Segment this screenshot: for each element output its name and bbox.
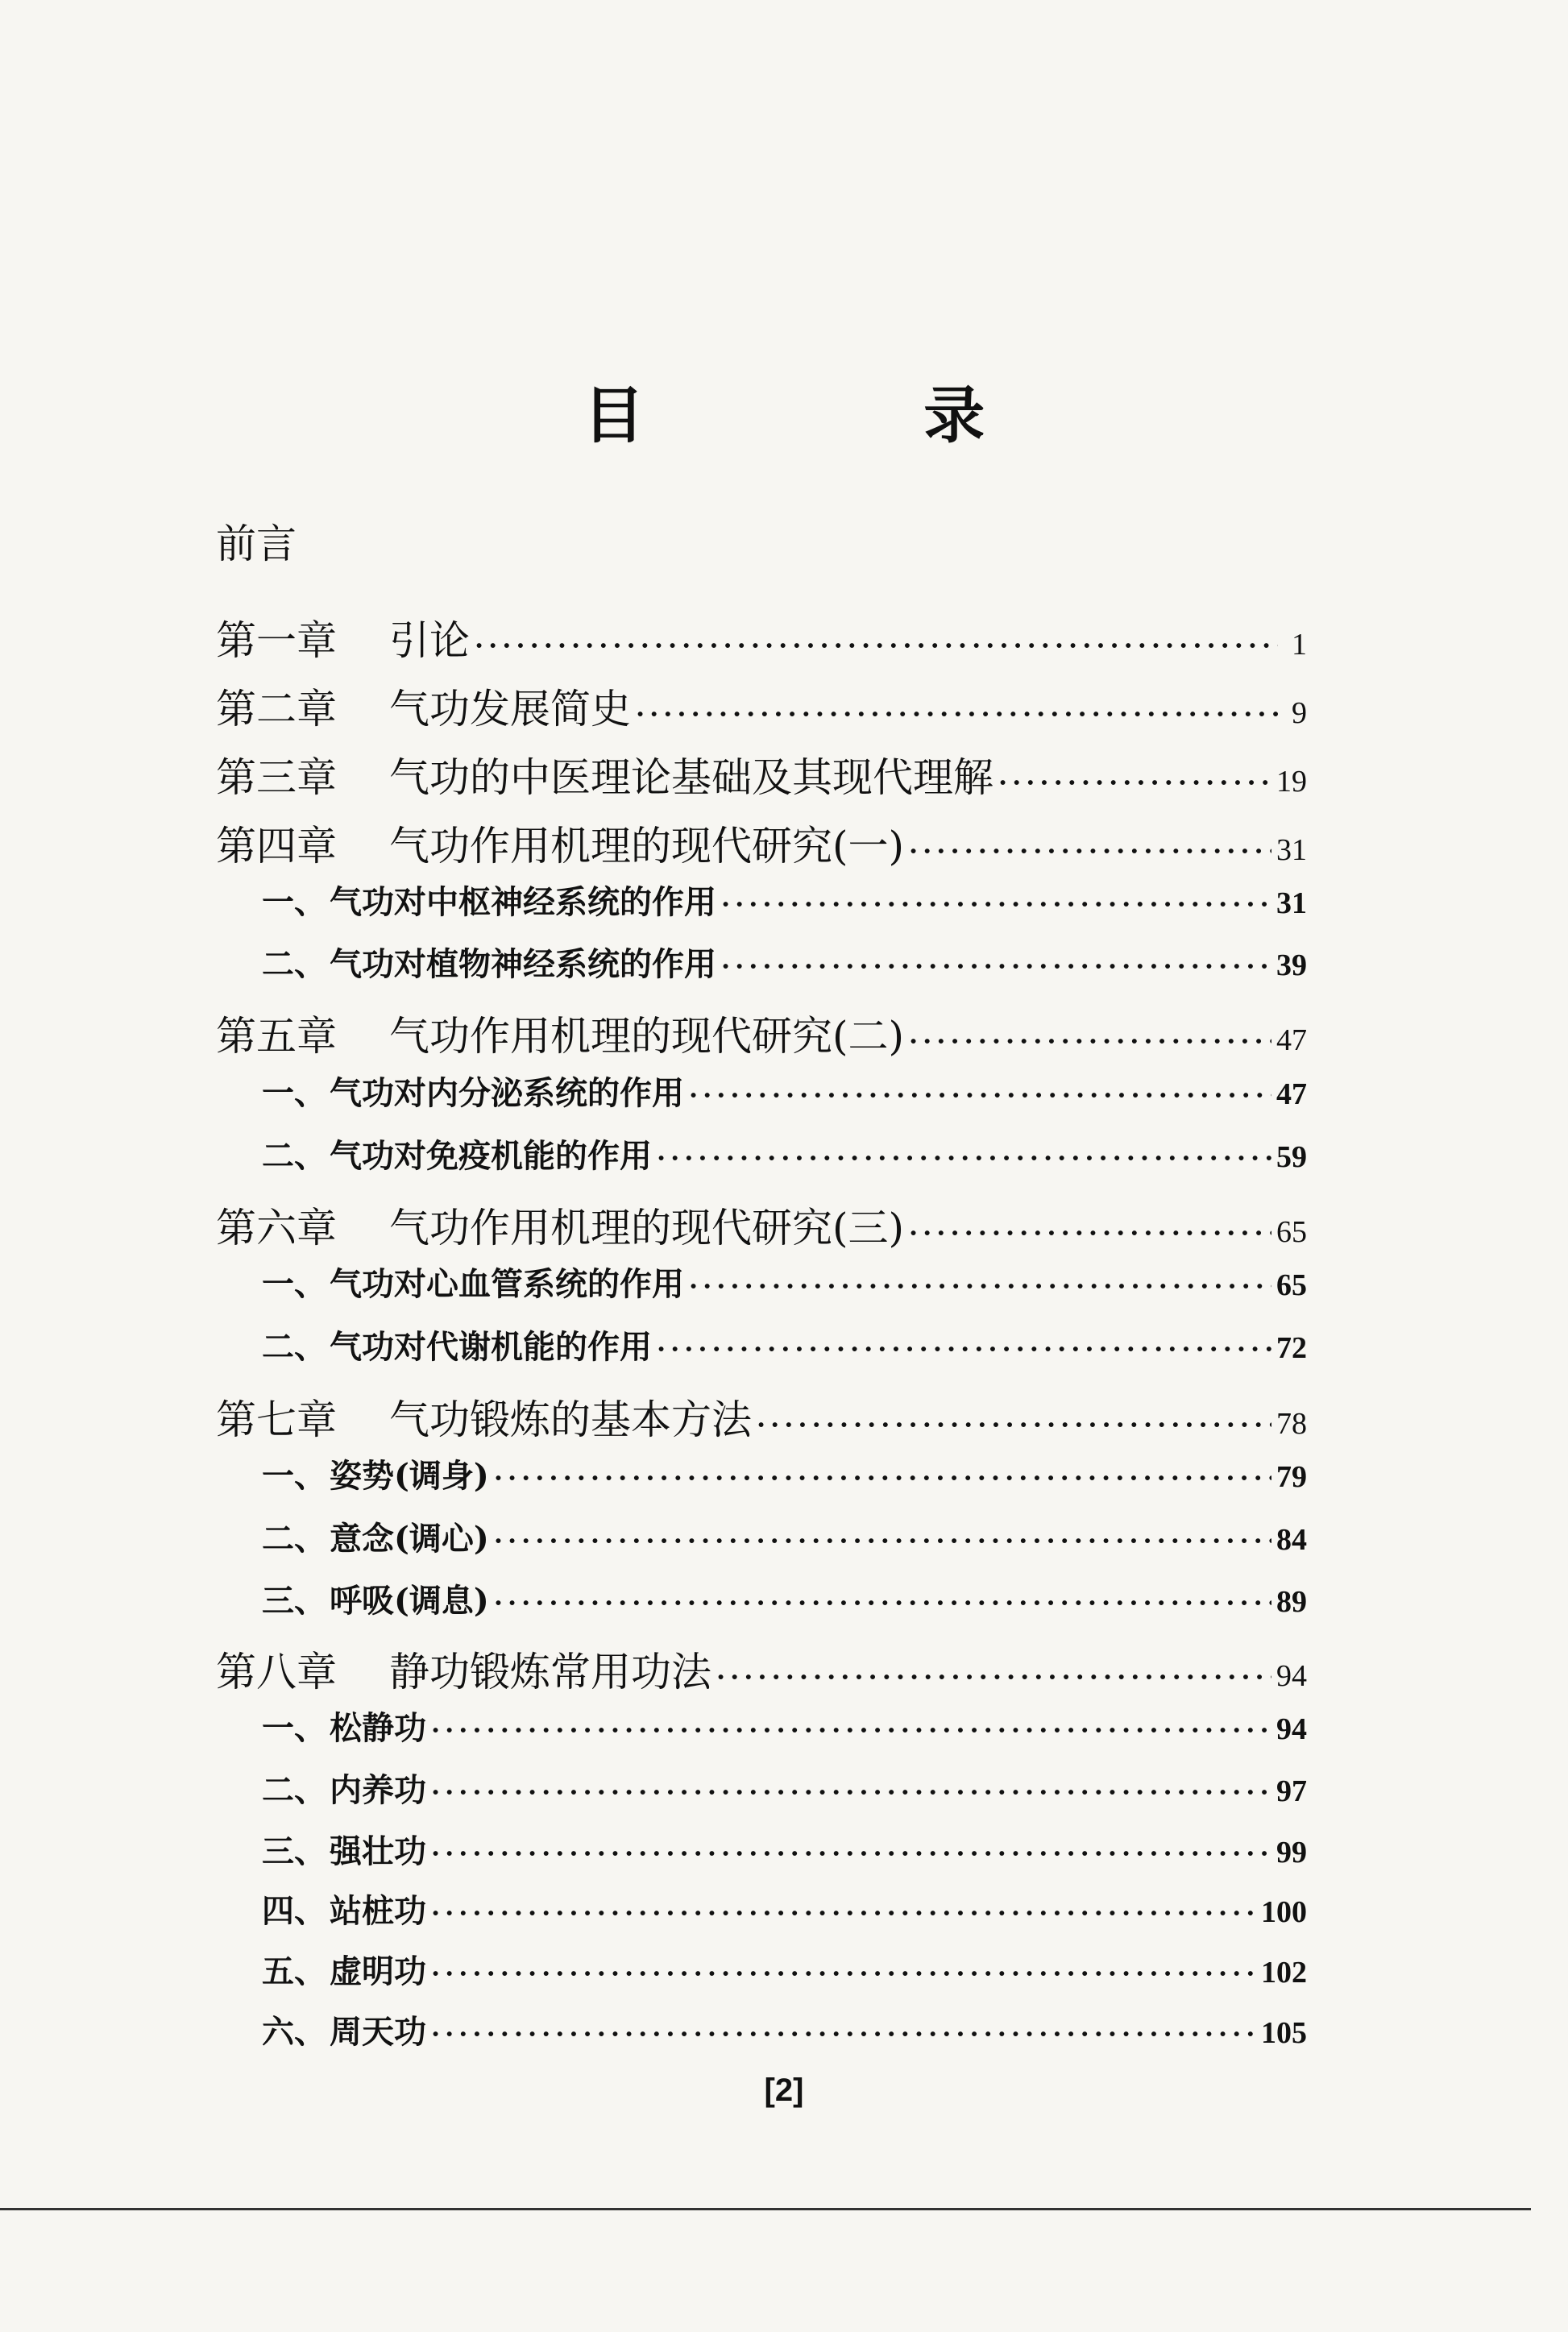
toc-dot-leader [909, 836, 1271, 866]
toc-entry-number: 第一章 [216, 617, 337, 664]
toc-chapter-entry [216, 1004, 1307, 1062]
page-title: 目 录 [583, 380, 1114, 451]
toc-section-entry [262, 1450, 1307, 1496]
toc-entry-title: 气功作用机理的现代研究(一) [389, 823, 905, 869]
toc-entry-page: 105 [1261, 2016, 1307, 2050]
toc-chapter-entry [216, 814, 1307, 872]
toc-entry-page: 39 [1276, 948, 1307, 982]
toc-entry-title: 气功对代谢机能的作用 [330, 1328, 652, 1366]
toc-entry-title: 周天功 [330, 2013, 426, 2051]
toc-entry-title: 气功作用机理的现代研究(二) [389, 1013, 905, 1060]
toc-section-entry [262, 1068, 1307, 1114]
toc-entry-title: 气功对免疫机能的作用 [330, 1137, 652, 1175]
toc-entry-number: 六、 [262, 2013, 326, 2051]
toc-entry-page: 31 [1276, 833, 1307, 867]
toc-section-entry [262, 1131, 1307, 1176]
toc-entry-page: 78 [1276, 1407, 1307, 1441]
toc-dot-leader [636, 699, 1278, 729]
toc-entry-number: 一、 [262, 1457, 326, 1495]
toc-dot-leader [689, 1080, 1271, 1110]
toc-entry-page: 9 [1292, 696, 1307, 730]
toc-entry-title: 气功对中枢神经系统的作用 [330, 883, 716, 921]
toc-dot-leader [431, 1898, 1256, 1928]
toc-entry-title: 气功对植物神经系统的作用 [330, 945, 716, 983]
toc-section-entry [262, 1765, 1307, 1811]
toc-entry-number: 第二章 [216, 686, 337, 732]
toc-dot-leader [909, 1218, 1271, 1248]
toc-section-entry [262, 1575, 1307, 1621]
toc-entry-title: 虚明功 [330, 1952, 426, 1990]
toc-section-entry [262, 1322, 1307, 1367]
toc-dot-leader [657, 1334, 1271, 1364]
toc-dot-leader [909, 1026, 1271, 1056]
toc-chapter-entry [216, 1640, 1307, 1698]
toc-entry-number: 二、 [262, 945, 326, 983]
toc-entry-page: 99 [1276, 1836, 1307, 1869]
toc-chapter-entry [216, 1388, 1307, 1446]
toc-section-entry [262, 2006, 1307, 2052]
toc-entry-number: 第四章 [216, 823, 337, 869]
toc-entry-title: 气功的中医理论基础及其现代理解 [389, 754, 993, 801]
toc-entry-number: 二、 [262, 1137, 326, 1175]
toc-entry-page: 97 [1276, 1774, 1307, 1808]
toc-entry-number: 第五章 [216, 1013, 337, 1060]
toc-entry-title: 引论 [389, 617, 470, 664]
toc-entry-page: 94 [1276, 1712, 1307, 1746]
toc-entry-number: 三、 [262, 1582, 326, 1620]
toc-section-entry [262, 877, 1307, 923]
toc-entry-page: 94 [1276, 1659, 1307, 1693]
toc-entry-title: 气功对心血管系统的作用 [330, 1265, 684, 1303]
toc-dot-leader [689, 1271, 1271, 1301]
toc-entry-page: 47 [1276, 1077, 1307, 1111]
toc-chapter-entry [216, 745, 1307, 803]
toc-section-entry [262, 1886, 1307, 1932]
toc-entry-number: 五、 [262, 1952, 326, 1990]
toc-entry-page: 65 [1276, 1215, 1307, 1249]
toc-entry-page: 47 [1276, 1023, 1307, 1057]
page-edge-rule [0, 2208, 1531, 2210]
toc-entry-number: 三、 [262, 1832, 326, 1870]
toc-entry-page: 65 [1276, 1268, 1307, 1302]
toc-dot-leader [657, 1143, 1271, 1173]
toc-entry-number: 第三章 [216, 754, 337, 801]
toc-entry-title: 气功锻炼的基本方法 [389, 1396, 752, 1443]
toc-entry-page: 31 [1276, 886, 1307, 920]
toc-dot-leader [475, 630, 1278, 661]
toc-dot-leader [431, 1777, 1271, 1807]
toc-entry-number: 一、 [262, 1074, 326, 1112]
toc-entry-page: 102 [1261, 1956, 1307, 1990]
toc-entry-title: 姿势(调身) [330, 1457, 489, 1495]
toc-dot-leader [431, 2019, 1256, 2049]
toc-dot-leader [721, 951, 1271, 981]
toc-entry-title: 站桩功 [330, 1892, 426, 1930]
toc-entry-title: 内养功 [330, 1771, 426, 1809]
toc-entry-title: 气功对内分泌系统的作用 [330, 1074, 684, 1112]
toc-dot-leader [757, 1409, 1271, 1440]
toc-chapter-entry [216, 677, 1307, 735]
toc-dot-leader [494, 1525, 1271, 1556]
toc-entry-title: 气功作用机理的现代研究(三) [389, 1205, 905, 1251]
toc-entry-page: 1 [1292, 628, 1307, 662]
toc-section-entry [262, 1946, 1307, 1992]
toc-section-entry [262, 1826, 1307, 1872]
toc-entry-title: 呼吸(调息) [330, 1582, 489, 1620]
toc-entry-number: 一、 [262, 883, 326, 921]
toc-entry-page: 100 [1261, 1895, 1307, 1929]
toc-chapter-entry [216, 608, 1307, 666]
toc-section-entry [262, 1703, 1307, 1749]
toc-dot-leader [716, 1662, 1271, 1692]
toc-entry-title: 静功锻炼常用功法 [389, 1649, 711, 1695]
toc-dot-leader [431, 1838, 1271, 1869]
toc-entry-number: 二、 [262, 1328, 326, 1366]
toc-section-entry [262, 939, 1307, 985]
toc-chapter-entry [216, 1196, 1307, 1254]
toc-entry-page: 19 [1276, 765, 1307, 799]
toc-entry-number: 一、 [262, 1709, 326, 1747]
toc-entry-number: 四、 [262, 1892, 326, 1930]
toc-entry-number: 二、 [262, 1520, 326, 1558]
toc-dot-leader [494, 1587, 1271, 1618]
toc-dot-leader [721, 889, 1271, 919]
toc-entry-title: 气功发展简史 [389, 686, 631, 732]
toc-dot-leader [494, 1463, 1271, 1493]
toc-entry-number: 第七章 [216, 1396, 337, 1443]
toc-entry-number: 二、 [262, 1771, 326, 1809]
preface-entry: 前言 [216, 521, 297, 567]
toc-section-entry [262, 1513, 1307, 1559]
toc-entry-number: 第六章 [216, 1205, 337, 1251]
toc-entry-page: 89 [1276, 1585, 1307, 1619]
page-number: [2] [764, 2073, 804, 2108]
toc-entry-title: 松静功 [330, 1709, 426, 1747]
toc-entry-title: 意念(调心) [330, 1520, 489, 1558]
toc-entry-page: 79 [1276, 1460, 1307, 1494]
toc-dot-leader [431, 1715, 1271, 1745]
toc-entry-number: 第八章 [216, 1649, 337, 1695]
toc-entry-page: 59 [1276, 1140, 1307, 1174]
toc-section-entry [262, 1259, 1307, 1305]
toc-entry-page: 84 [1276, 1523, 1307, 1557]
toc-dot-leader [431, 1958, 1256, 1989]
toc-entry-page: 72 [1276, 1331, 1307, 1365]
toc-entry-title: 强壮功 [330, 1832, 426, 1870]
toc-entry-number: 一、 [262, 1265, 326, 1303]
toc-dot-leader [998, 767, 1271, 798]
